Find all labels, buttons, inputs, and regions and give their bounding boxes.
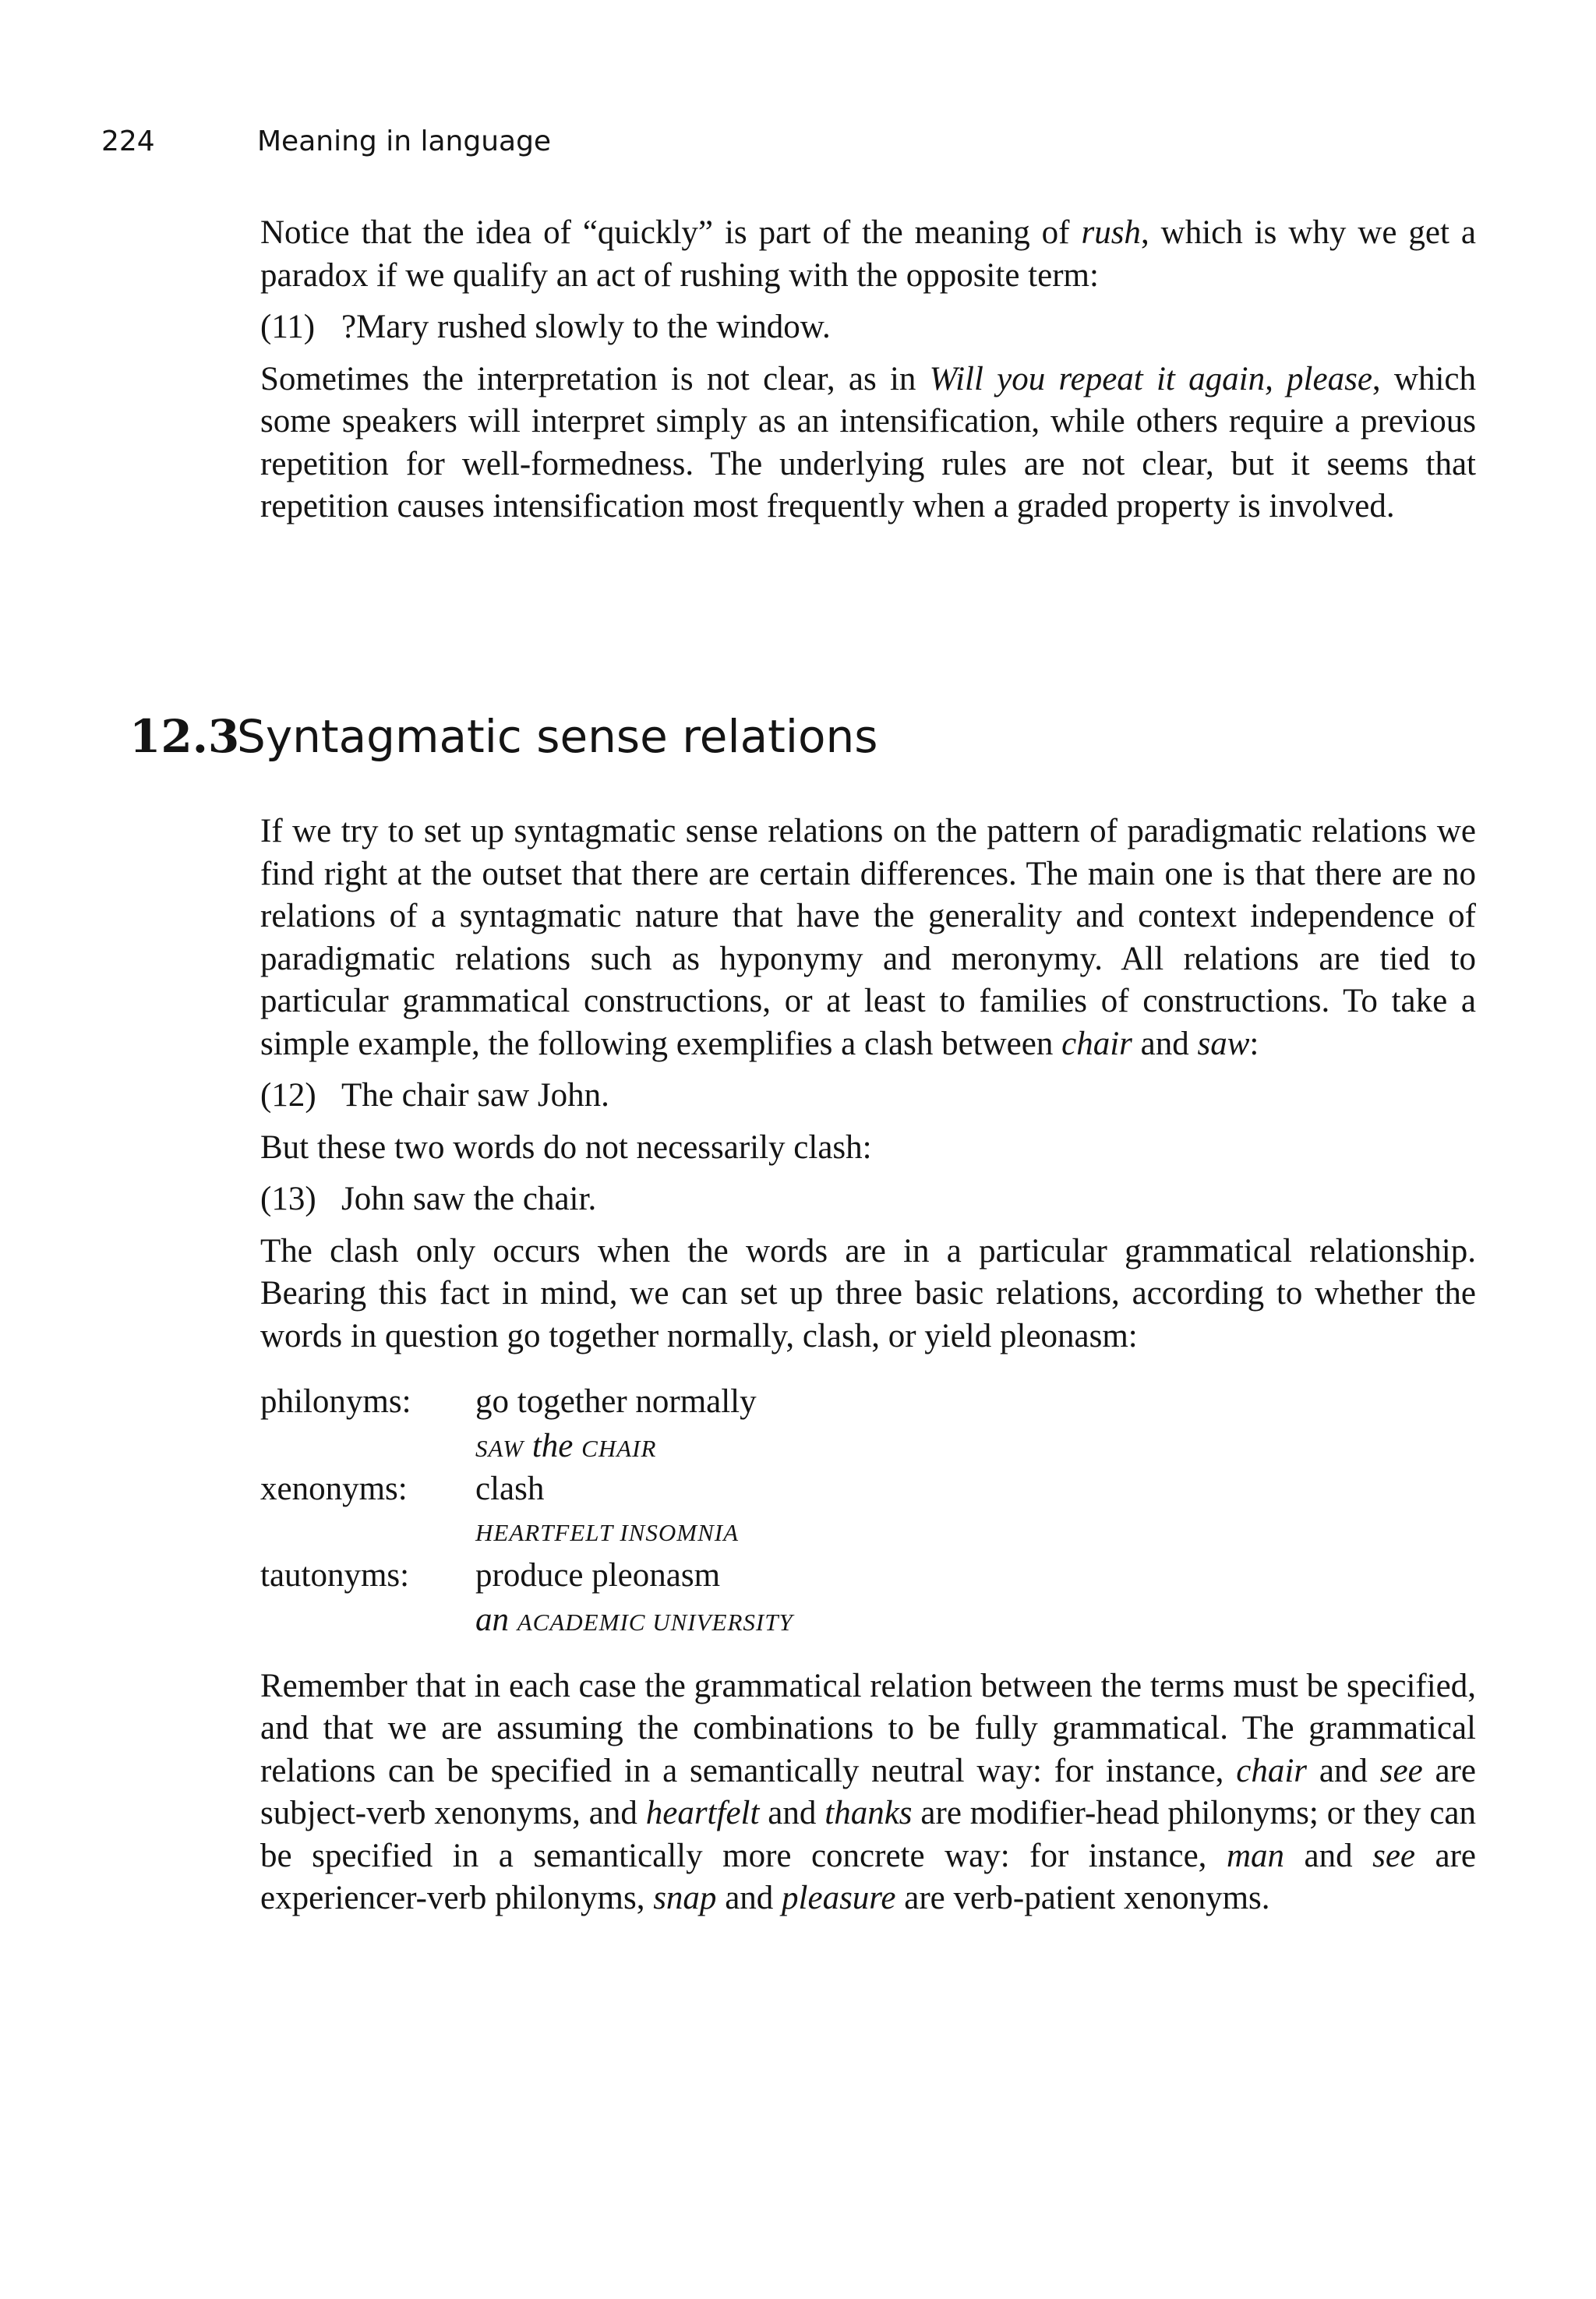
example-text: John saw the chair. xyxy=(341,1181,597,1217)
section-number: 12.3 xyxy=(129,710,240,763)
example-text: The chair saw John. xyxy=(341,1077,609,1114)
example-word: an xyxy=(475,1601,517,1638)
italic-term: man xyxy=(1226,1837,1284,1874)
italic-term: Will you repeat it again, please xyxy=(929,360,1372,397)
relation-example-xenonyms xyxy=(260,1510,1476,1555)
relation-example: SAW the CHAIR xyxy=(475,1427,657,1464)
example-number: (11) xyxy=(260,309,316,345)
example-number: (12) xyxy=(260,1077,316,1114)
paragraph-interpretation: Sometimes the interpretation is not clear, as in Will you repeat it again, please, which some speakers will interpret simply as an intensification, while others require a previous repetition for well-formedness. The underlying rules are not clear, but it seems that repetition causes intensification most frequently when a graded property is involved. xyxy=(260,360,1476,524)
relation-row-tautonyms xyxy=(260,1555,1476,1598)
page-number: 224 xyxy=(101,125,155,157)
relation-description: go together normally xyxy=(475,1383,757,1420)
paragraph-grammatical-relations: Remember that in each case the grammatical relation between the terms must be specified, and that we are assuming the combinations to be fully grammatical. The grammatical relations can be specified in a semantically neutral way: for instance, chair and see are subject-verb xenonyms, and heartfelt and thanks are modifier-head philonyms; or they can be specified in a semantically more concrete way: for instance, man and see are experiencer-verb philonyms, snap and pleasure are verb-patient xenonyms. xyxy=(260,1667,1476,1916)
relation-example: an ACADEMIC UNIVERSITY xyxy=(475,1601,793,1638)
relation-term: tautonyms: xyxy=(260,1557,410,1594)
italic-term: see xyxy=(1372,1837,1415,1874)
paragraph-syntagmatic: If we try to set up syntagmatic sense relations on the pattern of paradigmatic relations we find right at the outset that there are certain differences. The main one is that there are no relations of a syntagmatic nature that have the generality and context independence of paradigmatic relations such as hyponymy and meronymy. All relations are tied to particular grammatical constructions, or at least to families of constructions. To take a simple example, the following exemplifies a clash between chair and saw: xyxy=(260,813,1476,1062)
section-title: Syntagmatic sense relations xyxy=(237,710,878,763)
section-body xyxy=(260,810,1476,1920)
running-head xyxy=(101,126,551,157)
italic-term: pleasure xyxy=(782,1880,896,1916)
relation-description: produce pleonasm xyxy=(475,1557,721,1594)
example-number: (13) xyxy=(260,1181,316,1217)
relation-example-tautonyms xyxy=(260,1598,1476,1642)
italic-term: chair xyxy=(1061,1025,1132,1062)
italic-term: see xyxy=(1379,1752,1423,1789)
running-title: Meaning in language xyxy=(257,125,552,157)
example-text: ?Mary rushed slowly to the window. xyxy=(341,309,831,345)
example-13 xyxy=(260,1178,1476,1221)
italic-term: saw xyxy=(1197,1025,1250,1062)
paragraph-clash-note: But these two words do not necessarily clash: xyxy=(260,1128,872,1166)
relation-row-philonyms xyxy=(260,1381,1476,1424)
relation-term: philonyms: xyxy=(260,1383,411,1420)
italic-term: thanks xyxy=(824,1795,913,1831)
example-12 xyxy=(260,1075,1476,1118)
paragraph-three-relations: The clash only occurs when the words are in a particular grammatical relationship. Bearing this fact in mind, we can set up three basic relations, according to whether the words in question go together normally, clash, or yield pleonasm: xyxy=(260,1232,1476,1354)
top-text-block xyxy=(260,212,1476,528)
relation-description: clash xyxy=(475,1470,545,1507)
example-11 xyxy=(260,306,1476,349)
italic-term: rush xyxy=(1081,214,1141,251)
relation-term: xenonyms: xyxy=(260,1470,408,1507)
relation-row-xenonyms xyxy=(260,1468,1476,1511)
relations-table xyxy=(260,1381,1476,1642)
italic-term: chair xyxy=(1236,1752,1308,1789)
italic-term: snap xyxy=(653,1880,717,1916)
section-heading xyxy=(129,709,877,764)
relation-example-philonyms xyxy=(260,1424,1476,1468)
paragraph-rush: Notice that the idea of “quickly” is part of the meaning of rush, which is why we get a paradox if we qualify an act of rushing with the opposite term: xyxy=(260,214,1477,294)
italic-term: heartfelt xyxy=(645,1795,760,1831)
relation-example: HEARTFELT INSOMNIA xyxy=(475,1519,740,1546)
example-word: the xyxy=(524,1427,582,1464)
